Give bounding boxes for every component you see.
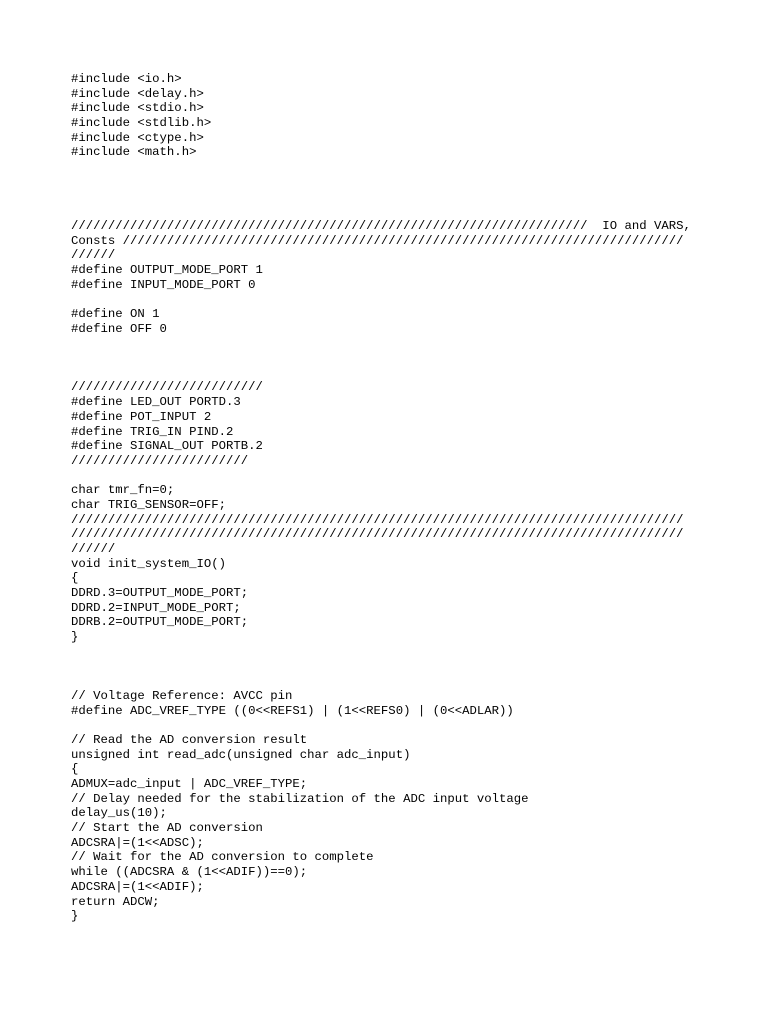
code-line: unsigned int read_adc(unsigned char adc_input) — [71, 747, 411, 762]
code-line: char TRIG_SENSOR=OFF; — [71, 497, 226, 512]
code-line: Consts //////////////////////////////////////////////////////////////////////////// — [71, 233, 684, 248]
code-line: #define LED_OUT PORTD.3 — [71, 395, 241, 410]
code-line: ADCSRA|=(1<<ADIF); — [71, 879, 204, 894]
code-line — [71, 718, 701, 733]
code-line: while ((ADCSRA & (1<<ADIF))==0); — [71, 865, 308, 880]
code-line: // Wait for the AD conversion to complete — [71, 850, 374, 865]
code-line — [71, 469, 701, 484]
code-line — [71, 366, 701, 381]
code-line: #define OFF 0 — [71, 321, 167, 336]
code-line — [71, 175, 701, 190]
code-line: { — [71, 571, 79, 586]
code-line: /////////////////////////////////////////////////////////////////////////////////// — [71, 527, 684, 542]
code-line: #define SIGNAL_OUT PORTB.2 — [71, 439, 263, 454]
code-line: DDRB.2=OUTPUT_MODE_PORT; — [71, 615, 249, 630]
code-line: #include <delay.h> — [71, 86, 204, 101]
code-line: ////////////////////////////////////////////////////////////////////// IO and VARS, — [71, 218, 691, 233]
code-line: ADMUX=adc_input | ADC_VREF_TYPE; — [71, 777, 308, 791]
code-line: #define POT_INPUT 2 — [71, 409, 212, 424]
code-line: #include <stdlib.h> — [71, 116, 212, 131]
code-line: #define ADC_VREF_TYPE ((0<<REFS1) | (1<<REFS0) | (0<<ADLAR)) — [71, 703, 514, 718]
code-line: /////////////////////////////////////////////////////////////////////////////////// — [71, 512, 684, 527]
code-line — [71, 160, 701, 175]
code-line: // Read the AD conversion result — [71, 732, 308, 747]
code-line: ////// — [71, 542, 116, 556]
code-line: return ADCW; — [71, 894, 160, 909]
code-line — [71, 336, 701, 351]
code-line: DDRD.2=INPUT_MODE_PORT; — [71, 600, 241, 615]
code-line — [71, 351, 701, 366]
code-line: #define OUTPUT_MODE_PORT 1 — [71, 262, 263, 277]
code-line: //////////////////////// — [71, 453, 249, 468]
code-line — [71, 204, 701, 219]
code-line: // Start the AD conversion — [71, 821, 263, 836]
code-line — [71, 190, 701, 205]
code-line: ADCSRA|=(1<<ADSC); — [71, 835, 204, 850]
code-line: #include <io.h> — [71, 72, 182, 86]
code-line: // Voltage Reference: AVCC pin — [71, 688, 293, 703]
code-line: } — [71, 909, 79, 924]
code-line: char tmr_fn=0; — [71, 483, 175, 498]
code-line: #include <math.h> — [71, 145, 197, 160]
code-line: #include <stdio.h> — [71, 101, 204, 116]
code-line: delay_us(10); — [71, 806, 167, 821]
code-line: #define TRIG_IN PIND.2 — [71, 424, 234, 439]
code-document — [71, 72, 701, 924]
code-line — [71, 674, 701, 689]
code-line: } — [71, 630, 79, 645]
code-line: ////////////////////////// — [71, 380, 263, 395]
code-line: #define INPUT_MODE_PORT 0 — [71, 277, 256, 292]
code-line — [71, 645, 701, 660]
code-line — [71, 292, 701, 307]
code-line: ////// — [71, 248, 116, 263]
code-line — [71, 660, 701, 675]
code-line: void init_system_IO() — [71, 556, 226, 571]
code-line: #include <ctype.h> — [71, 130, 204, 145]
code-line: { — [71, 762, 79, 777]
code-line: #define ON 1 — [71, 307, 160, 321]
code-line: DDRD.3=OUTPUT_MODE_PORT; — [71, 586, 249, 601]
code-line: // Delay needed for the stabilization of the ADC input voltage — [71, 791, 529, 806]
